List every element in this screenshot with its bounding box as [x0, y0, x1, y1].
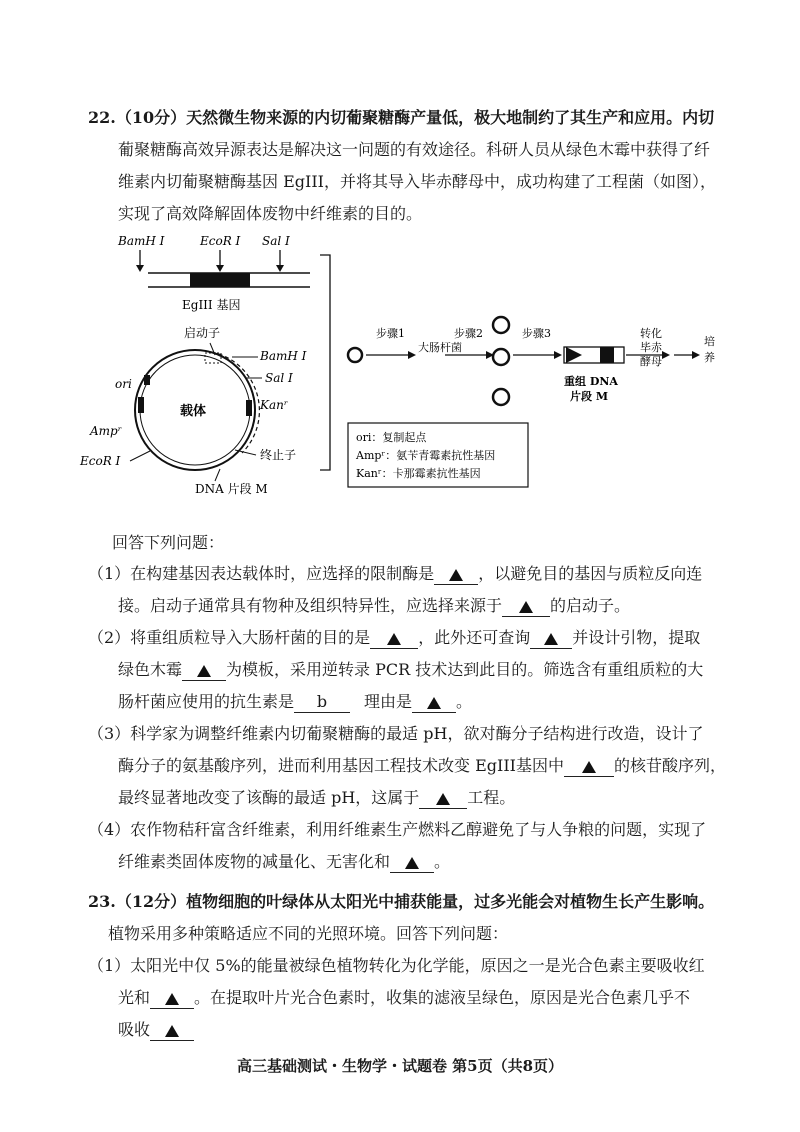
answer-triangle-icon	[165, 993, 179, 1005]
answer-blank[interactable]	[564, 756, 614, 777]
legend-kanr: Kanʳ：卡那霉素抗性基因	[356, 467, 481, 480]
q22-intro-line-4: 实现了高效降解固体废物中纤维素的目的。	[118, 204, 423, 223]
answer-blank[interactable]	[182, 660, 226, 681]
q22-p2-l2a: 绿色木霉	[118, 660, 183, 679]
q22-intro-line-2: 葡聚糖酶高效异源表达是解决这一问题的有效途径。科研人员从绿色木霉中获得了纤	[118, 140, 711, 159]
q22-p2-line-3	[118, 692, 472, 713]
q22-p3-l2b: 的核苷酸序列，	[613, 756, 726, 775]
q23-p1-line-1: （1）太阳光中仅 5%的能量被绿色植物转化为化学能，原因之一是光合色素主要吸收红	[88, 956, 705, 975]
plasmid-site-ecor1: EcoR Ⅰ	[80, 454, 121, 468]
q23-p1-l2a: 光和	[118, 988, 151, 1007]
ampr-block	[138, 397, 144, 413]
legend-ampr: Ampʳ：氨苄青霉素抗性基因	[356, 449, 496, 462]
plasmid-copy-3	[493, 389, 509, 405]
answer-triangle-icon	[165, 1025, 179, 1037]
q22-p2-line-2	[118, 660, 703, 681]
q23-p1-l3a: 吸收	[118, 1020, 151, 1039]
q22-p4-line-1: （4）农作物秸秆富含纤维素，利用纤维素生产燃料乙醇避免了与人争粮的问题，实现了	[88, 820, 707, 839]
q22-p3-line-2	[118, 756, 726, 777]
kanr-label: Kanʳ	[260, 398, 289, 412]
dna-fragment-m-label: DNA 片段 M	[195, 482, 268, 496]
answer-blank[interactable]	[434, 564, 478, 585]
q23-p1-line-3	[118, 1020, 194, 1041]
q22-p2-l1a: （2）将重组质粒导入大肠杆菌的目的是	[88, 628, 371, 647]
answer-triangle-icon	[405, 857, 419, 869]
q22-p3-l3a: 最终显著地改变了该酶的最适 pH，这属于	[118, 788, 420, 807]
q22-p3-line-1: （3）科学家为调整纤维素内切葡聚糖酶的最适 pH，欲对酶分子结构进行改造，设计了	[88, 724, 704, 743]
q23-p1-l2b: 。在提取叶片光合色素时，收集的滤液呈绿色，原因是光合色素几乎不	[194, 988, 691, 1007]
transform-label-3: 酵母	[640, 355, 662, 368]
site-ecor1-top: EcoR Ⅰ	[200, 234, 241, 248]
q22-p1-line-2	[118, 596, 630, 617]
step2-label: 步骤2	[454, 327, 483, 340]
q22-p1-line-1	[88, 564, 702, 585]
q22-p2-l3a: 肠杆菌应使用的抗生素是	[118, 692, 295, 711]
q22-p4-line-2	[118, 852, 450, 873]
q22-p1-l1a: （1）在构建基因表达载体时，应选择的限制酶是	[88, 564, 435, 583]
recomb-label-2: 片段 M	[570, 390, 609, 403]
answer-triangle-icon	[427, 697, 441, 709]
promoter-label: 启动子	[184, 326, 221, 340]
genetic-engineering-figure	[70, 225, 760, 525]
transform-label-2: 毕赤	[640, 341, 662, 354]
q23-line-1: 23.（12分）植物细胞的叶绿体从太阳光中捕获能量，过多光能会对植物生长产生影响。	[88, 892, 715, 911]
answer-blank[interactable]	[390, 852, 434, 873]
answer-triangle-icon	[519, 601, 533, 613]
q22-p3-l3b: 工程。	[467, 788, 516, 807]
answer-triangle-icon	[197, 665, 211, 677]
legend-ori: ori：复制起点	[356, 431, 427, 444]
plasmid-copy-2	[493, 349, 509, 365]
figure-svg	[70, 225, 760, 525]
q22-p1-l2b: 的启动子。	[550, 596, 631, 615]
step3-label: 步骤3	[522, 327, 551, 340]
answer-blank[interactable]	[530, 628, 572, 649]
page-footer: 高三基础测试・生物学・试题卷 第5页（共8页）	[236, 1057, 564, 1075]
q22-p4-l2b: 。	[434, 852, 451, 871]
q22-intro-line-1: 22.（10分）天然微生物来源的内切葡聚糖酶产量低，极大地制约了其生产和应用。内切	[88, 108, 715, 127]
site-bamh1-top: BamH Ⅰ	[118, 234, 165, 248]
egiii-gene-block	[190, 273, 250, 287]
terminator-label: 终止子	[260, 448, 297, 462]
answer-blank-handwritten[interactable]: b	[294, 692, 350, 713]
q22-intro-line-3: 维素内切葡聚糖酶基因 EgIII，并将其导入毕赤酵母中，成功构建了工程菌（如图），	[118, 172, 716, 191]
culture-label-2: 养	[704, 351, 715, 364]
ori-label: ori	[115, 377, 132, 391]
q22-p2-line-1	[88, 628, 700, 649]
ori-block	[144, 375, 150, 385]
answer-blank[interactable]	[412, 692, 456, 713]
plasmid-site-bamh1: BamH Ⅰ	[260, 349, 307, 363]
q22-p2-l3c: 。	[456, 692, 473, 711]
answer-triangle-icon	[582, 761, 596, 773]
q22-p2-l3b: 理由是	[364, 692, 413, 711]
kanr-block	[246, 400, 252, 416]
answer-triangle-icon	[544, 633, 558, 645]
site-sal1-top: Sal Ⅰ	[262, 234, 290, 248]
vector-label: 载体	[180, 404, 207, 419]
plasmid-copy-1	[493, 317, 509, 333]
answer-triangle-icon	[449, 569, 463, 581]
q22-p2-l2b: 为模板，采用逆转录 PCR 技术达到此目的。筛选含有重组质粒的大	[226, 660, 704, 679]
answer-triangle-icon	[436, 793, 450, 805]
recomb-label-1: 重组 DNA	[564, 375, 618, 388]
answer-blank[interactable]	[150, 1020, 194, 1041]
q22-prompt: 回答下列问题：	[112, 533, 225, 552]
plasmid-site-sal1: Sal Ⅰ	[265, 371, 293, 385]
answer-blank[interactable]	[502, 596, 550, 617]
ampr-label: Ampʳ	[90, 424, 122, 438]
answer-blank[interactable]	[370, 628, 418, 649]
ecoli-label: 大肠杆菌	[418, 341, 462, 354]
q22-p3-line-3	[118, 788, 515, 809]
step1-label: 步骤1	[376, 327, 405, 340]
answer-blank[interactable]	[150, 988, 194, 1009]
egiii-gene-label: EgIII 基因	[182, 298, 241, 312]
q22-p1-l1b: ，以避免目的基因与质粒反向连	[478, 564, 703, 583]
q22-p4-l2a: 纤维素类固体废物的减量化、无害化和	[118, 852, 391, 871]
q22-p1-l2a: 接。启动子通常具有物种及组织特异性，应选择来源于	[118, 596, 503, 615]
q22-p2-l1c: 并设计引物，提取	[572, 628, 701, 647]
q22-p2-l1b: ，此外还可查询	[418, 628, 531, 647]
answer-triangle-icon	[387, 633, 401, 645]
answer-blank[interactable]	[419, 788, 467, 809]
q22-p3-l2a: 酶分子的氨基酸序列，进而利用基因工程技术改变 EgIII基因中	[118, 756, 564, 775]
culture-label-1: 培	[704, 335, 715, 348]
q23-line-2: 植物采用多种策略适应不同的光照环境。回答下列问题：	[108, 924, 509, 943]
transform-label-1: 转化	[640, 327, 662, 340]
plasmid-small-icon	[348, 348, 362, 362]
q23-p1-line-2	[118, 988, 690, 1009]
